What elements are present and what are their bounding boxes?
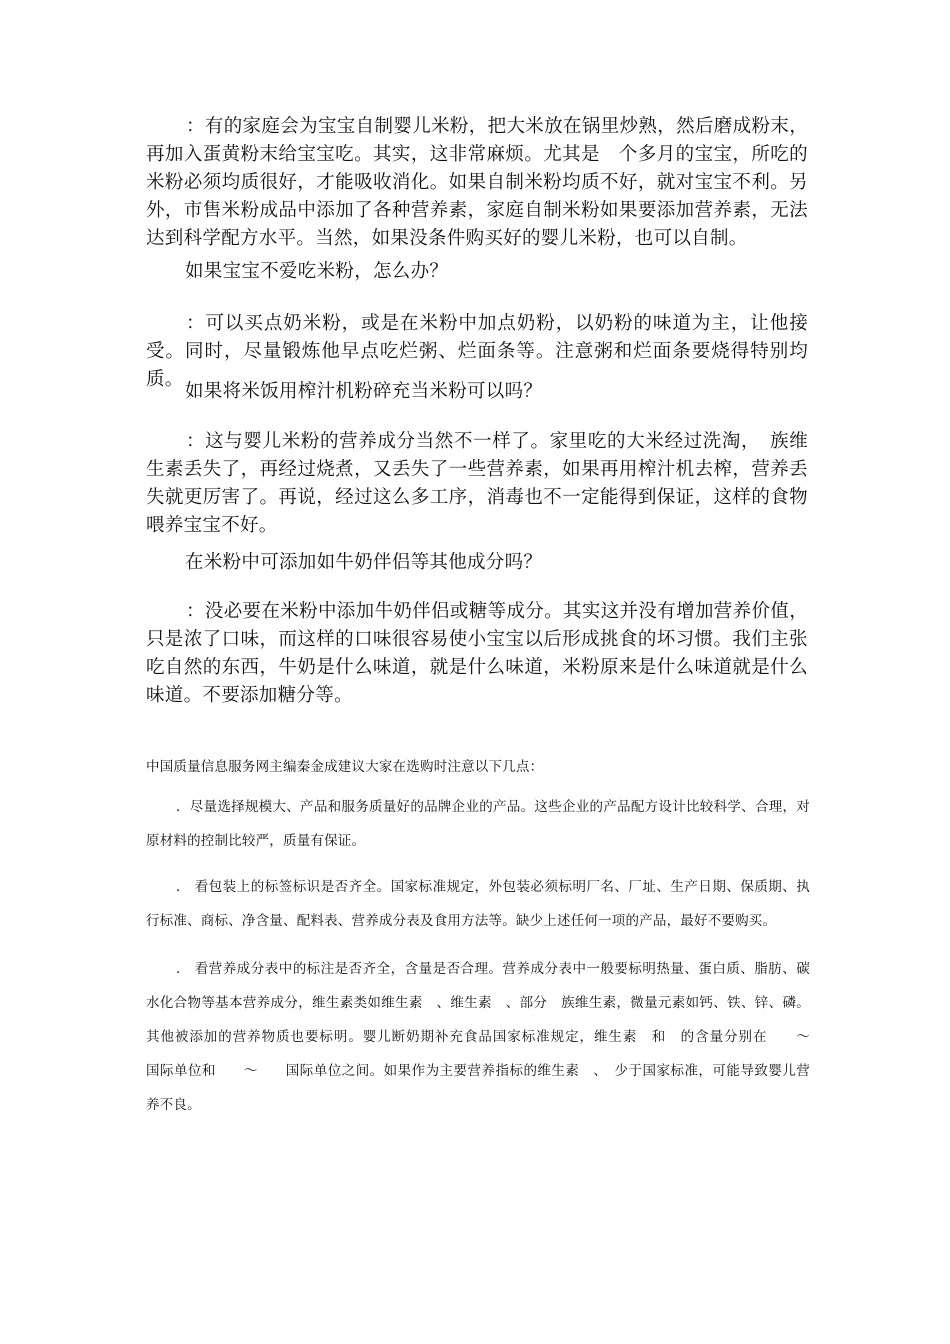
advice-item-3: ． 看营养成分表中的标注是否齐全，含量是否合理。营养成分表中一般要标明热量、蛋白质、脂肪、碳水化合物等基本营养成分，维生素类如维生素 、维生素 、部分 族维生素，微量元素如钙、铁、锌、磷。其他被添加的营养物质也要标明。婴儿断奶期补充食品国家标准规定，维生素 和 的含量分别在 ～ 国际单位和 ～ 国际单位之间。如果作为主要营养指标的维生素 、 少于国家标准，可能导致婴儿营养不良。 [146,961,838,1113]
question-add-milk-companion: 在米粉中可添加如牛奶伴侣等其他成分吗？ [185,552,543,573]
answer-milk-rice-flour: ：可以买点奶米粉，或是在米粉中加点奶粉，以奶粉的味道为主，让他接受。同时，尽量锻炼他早点吃烂粥、烂面条等。注意粥和烂面条要烧得特别均质。 [146,313,808,390]
answer-homemade-rice-flour: ：有的家庭会为宝宝自制婴儿米粉，把大米放在锅里炒熟，然后磨成粉末，再加入蛋黄粉末给宝宝吃。其实，这非常麻烦。尤其是 个多月的宝宝，所吃的米粉必须均质很好，才能吸收消化。如果自制米粉均质不好，就对宝宝不利。另外，市售米粉成品中添加了各种营养素，家庭自制米粉如果要添加营养素，无法达到科学配方水平。当然，如果没条件购买好的婴儿米粉，也可以自制。 [146,116,808,249]
answer-add-milk-companion: ：没必要在米粉中添加牛奶伴侣或糖等成分。其实这并没有增加营养价值，只是浓了口味，而这样的口味很容易使小宝宝以后形成挑食的坏习惯。我们主张吃自然的东西，牛奶是什么味道，就是什么味道，米粉原来是什么味道就是什么味道。不要添加糖分等。 [146,601,808,706]
advice-item-1: ．尽量选择规模大、产品和服务质量好的品牌企业的产品。这些企业的产品配方设计比较科学、合理，对原材料的控制比较严，质量有保证。 [146,799,810,849]
advice-intro: 中国质量信息服务网主编秦金成建议大家在选购时注意以下几点： [146,759,544,775]
question-juicer-rice: 如果将米饭用榨汁机粉碎充当米粉可以吗？ [185,381,543,402]
advice-item-2: ． 看包装上的标签标识是否齐全。国家标准规定，外包装必须标明厂名、厂址、生产日期、保质期、执行标准、商标、净含量、配料表、营养成分表及食用方法等。缺少上述任何一项的产品，最好不要购买。 [146,879,810,929]
question-baby-dislikes-rice-flour: 如果宝宝不爱吃米粉，怎么办？ [185,261,449,282]
answer-juicer-rice: ：这与婴儿米粉的营养成分当然不一样了。家里吃的大米经过洗淘， 族维生素丢失了，再经过烧煮，又丢失了一些营养素，如果再用榨汁机去榨，营养丢失就更厉害了。再说，经过这么多工序，消毒也不一定能得到保证，这样的食物喂养宝宝不好。 [146,431,808,536]
